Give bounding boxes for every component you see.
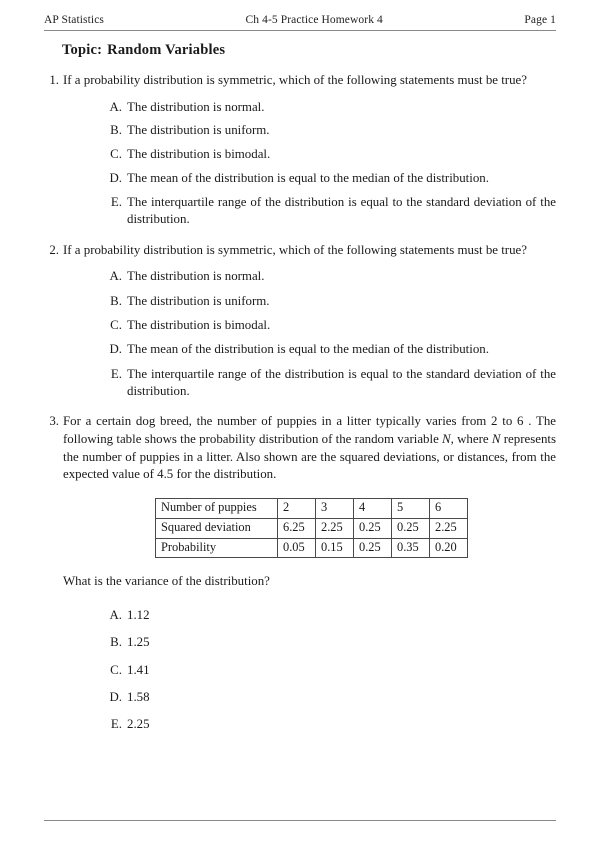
choice-1a[interactable] [107,99,556,116]
cell-puppies-5: 6 [430,498,468,518]
table-row [156,518,468,538]
cell-prob-5: 0.20 [430,538,468,558]
choice-2d-text: The mean of the distribution is equal to the median of the distribution. [127,342,489,357]
cell-puppies-4: 5 [392,498,430,518]
row-label-probability: Probability [156,538,278,558]
topic-value: Random Variables [107,42,226,58]
choice-3d[interactable] [107,689,556,706]
question-3-followup: What is the variance of the distribution? [63,574,270,589]
cell-sqdev-4: 0.25 [392,518,430,538]
choice-1c-text: The distribution is bimodal. [127,147,271,162]
probability-distribution-table-wrapper [44,498,556,559]
topic-heading [62,42,556,59]
question-3-text-part1: For a certain dog breed, the number of puppies in a litter typically varies from 2 to 6 . The following table shows the probability distribution of the random variable [63,414,556,446]
cell-prob-4: 0.35 [392,538,430,558]
cell-sqdev-2: 2.25 [316,518,354,538]
footer-rule [44,820,556,821]
choice-3b-text: 1.25 [127,635,150,650]
question-2-number: 2. [49,242,59,257]
choice-3b-letter: B. [110,635,122,650]
choice-2c[interactable] [107,317,556,334]
choice-3e[interactable] [107,716,556,733]
question-1-choices [44,99,556,229]
cell-sqdev-3: 0.25 [354,518,392,538]
choice-2b-letter: B. [110,293,122,308]
cell-prob-2: 0.15 [316,538,354,558]
cell-prob-1: 0.05 [278,538,316,558]
choice-1e-text: The interquartile range of the distribution is equal to the standard deviation of the distribution. [127,194,556,227]
cell-puppies-2: 3 [316,498,354,518]
choice-3e-text: 2.25 [127,717,150,732]
choice-1c-letter: C. [110,147,122,162]
choice-2c-letter: C. [110,317,122,332]
worksheet-page [44,0,556,850]
cell-sqdev-1: 6.25 [278,518,316,538]
choice-2b-text: The distribution is uniform. [127,293,270,308]
choice-2e-text: The interquartile range of the distribution is equal to the standard deviation of the distribution. [127,366,556,398]
running-header [44,0,556,26]
choice-2e-letter: E. [110,366,122,381]
question-3-text [63,413,556,483]
choice-3a[interactable] [107,607,556,624]
choice-1e[interactable] [107,194,556,229]
choice-2a[interactable] [107,268,556,285]
choice-2c-text: The distribution is bimodal. [127,317,271,332]
choice-1d-text: The mean of the distribution is equal to the median of the distribution. [127,171,489,186]
choice-1c[interactable] [107,146,556,163]
header-page-number: Page 1 [524,14,556,26]
row-label-squared-deviation: Squared deviation [156,518,278,538]
choice-2d-letter: D. [109,342,122,357]
choice-3d-letter: D. [109,690,122,705]
choice-3c-text: 1.41 [127,662,150,677]
choice-1b[interactable] [107,122,556,139]
question-1-number: 1. [49,73,59,87]
question-list [44,72,556,734]
cell-prob-3: 0.25 [354,538,392,558]
choice-2e[interactable] [107,366,556,401]
question-3-text-part2: , where [450,431,492,446]
choice-2b[interactable] [107,293,556,310]
choice-1a-text: The distribution is normal. [127,99,265,114]
choice-2a-letter: A. [109,269,122,284]
choice-1b-letter: B. [110,123,122,138]
choice-3c-letter: C. [110,662,122,677]
header-rule [44,30,556,31]
header-course-name: AP Statistics [44,14,104,26]
topic-label: Topic: [62,42,103,58]
choice-3c[interactable] [107,662,556,679]
probability-distribution-table [155,498,468,559]
choice-1e-letter: E. [110,194,122,209]
random-variable-symbol-1: N [442,431,451,446]
choice-3d-text: 1.58 [127,690,150,705]
cell-puppies-1: 2 [278,498,316,518]
random-variable-symbol-2: N [491,431,501,446]
question-2 [44,242,556,260]
choice-2d[interactable] [107,341,556,358]
choice-3b[interactable] [107,634,556,651]
choice-1d[interactable] [107,170,556,187]
question-1 [44,72,556,90]
choice-3a-text: 1.12 [127,608,150,623]
choice-1d-letter: D. [109,171,122,186]
table-row [156,498,468,518]
choice-3e-letter: E. [110,717,122,732]
choice-1b-text: The distribution is uniform. [127,123,270,138]
question-3-choices [44,607,556,734]
question-3-text-part3: represents the number of puppies in a litter. Also shown are the squared deviations, or distances, from the expected value of 4.5 for the distribution. [63,431,556,482]
cell-sqdev-5: 2.25 [430,518,468,538]
question-3 [44,413,556,483]
row-label-number-of-puppies: Number of puppies [156,498,278,518]
cell-puppies-3: 4 [354,498,392,518]
question-2-text: If a probability distribution is symmetric, which of the following statements must be true? [63,242,527,257]
choice-2a-text: The distribution is normal. [127,269,265,284]
table-row [156,538,468,558]
header-assignment-title: Ch 4-5 Practice Homework 4 [245,14,383,26]
choice-3a-letter: A. [109,608,122,623]
question-1-text: If a probability distribution is symmetric, which of the following statements must be true? [63,73,527,87]
question-2-choices [44,268,556,400]
question-3-number: 3. [49,414,59,429]
choice-1a-letter: A. [109,99,122,114]
